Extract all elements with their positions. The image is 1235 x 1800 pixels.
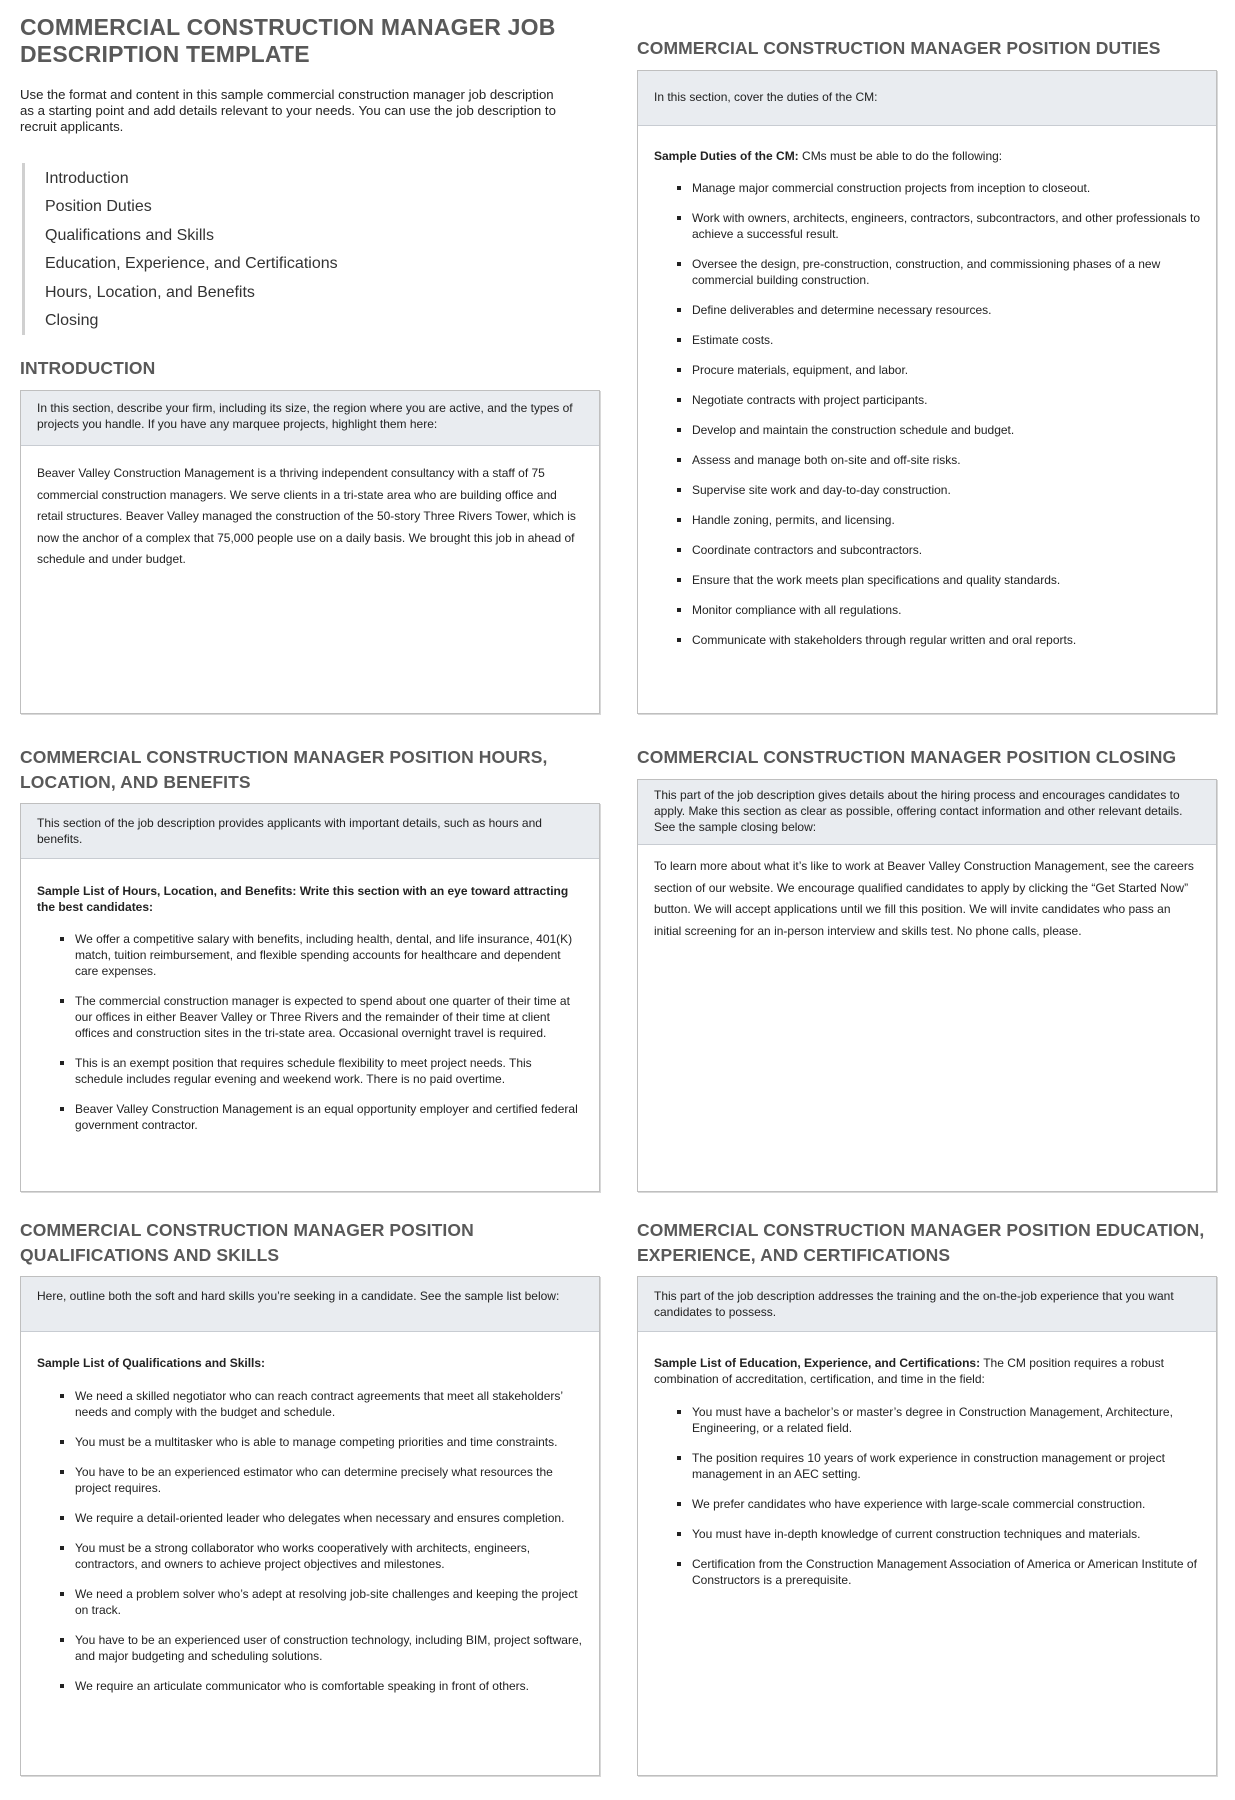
list-item: Handle zoning, permits, and licensing. (654, 512, 1200, 528)
list-item: Ensure that the work meets plan specifications and quality standards. (654, 572, 1200, 588)
list-lead-bold: Sample List of Qualifications and Skills: (37, 1356, 266, 1370)
qualifications-section (20, 1218, 600, 1693)
section-instructions: In this section, describe your firm, including its size, the region where you are active, and the types of projects you handle. If you have any marquee projects, highlight them here: (21, 391, 599, 446)
list-item: Beaver Valley Construction Management is an equal opportunity employer and certified federal government contractor. (37, 1101, 583, 1133)
list-lead (37, 1355, 583, 1371)
list-lead (37, 883, 583, 915)
list-item: This is an exempt position that requires schedule flexibility to meet project needs. This schedule includes regular evening and weekend work. There is no paid overtime. (37, 1055, 583, 1087)
list-item: Oversee the design, pre-construction, construction, and commissioning phases of a new commercial building construction. (654, 256, 1200, 288)
section-content (638, 1332, 1216, 1588)
list-item: Negotiate contracts with project participants. (654, 392, 1200, 408)
document-title: COMMERCIAL CONSTRUCTION MANAGER JOB DESCRIPTION TEMPLATE (20, 14, 556, 67)
list-lead-bold: Sample Duties of the CM: (654, 149, 799, 163)
list-item: You must be a strong collaborator who works cooperatively with architects, engineers, contractors, and owners to achieve project objectives and milestones. (37, 1540, 583, 1572)
list-lead-rest: The CM position requires a robust combination of accreditation, certification, and time in the field: (654, 1356, 1164, 1386)
section-instructions: This part of the job description gives details about the hiring process and encourages candidates to apply. Make this section as clear as possible, offering contact information and other relevant details. See the sample closing below: (638, 780, 1216, 845)
list-lead (654, 148, 1200, 164)
section-heading: INTRODUCTION (20, 358, 156, 378)
section-instructions: This part of the job description addresses the training and the on-the-job experience that you want candidates to possess. (638, 1277, 1216, 1332)
duties-list (654, 180, 1200, 648)
list-item: The commercial construction manager is expected to spend about one quarter of their time at our offices in either Beaver Valley or Three Rivers and the remainder of their time at client offices and construction sites in the tri-state area. Occasional overnight travel is required. (37, 993, 583, 1041)
list-item: You have to be an experienced user of construction technology, including BIM, project software, and major budgeting and scheduling solutions. (37, 1632, 583, 1664)
section-content (21, 859, 599, 1133)
section-heading: COMMERCIAL CONSTRUCTION MANAGER POSITION CLOSING (637, 747, 1177, 767)
qualifications-list (37, 1388, 583, 1694)
list-item: We require an articulate communicator who is comfortable speaking in front of others. (37, 1678, 583, 1694)
sample-text: Beaver Valley Construction Management is a thriving independent consultancy with a staff of 75 commercial construction managers. We serve clients in a tri-state area who are building office and retail structures. Beaver Valley managed the construction of the 50-story Three Rivers Tower, which is now the anchor of a complex that 75,000 people use on a daily basis. We brought this job in ahead of schedule and under budget. (37, 466, 576, 566)
section-box (637, 70, 1217, 714)
list-item: Assess and manage both on-site and off-site risks. (654, 452, 1200, 468)
list-lead-bold: Sample List of Hours, Location, and Benefits: Write this section with an eye toward attracting the best candidates: (37, 884, 569, 914)
duties-section (637, 36, 1217, 647)
hours-section (20, 745, 600, 1132)
table-of-contents (22, 163, 442, 335)
list-item: Define deliverables and determine necessary resources. (654, 302, 1200, 318)
toc-link-position-duties[interactable]: Position Duties (45, 198, 152, 216)
section-box (20, 1276, 600, 1776)
section-heading: COMMERCIAL CONSTRUCTION MANAGER POSITION EDUCATION, EXPERIENCE, AND CERTIFICATIONS (637, 1220, 1205, 1265)
section-box (20, 390, 600, 714)
sample-text: To learn more about what it’s like to work at Beaver Valley Construction Management, see the careers section of our website. We encourage qualified candidates to apply by clicking the “Get Started Now” button. We will accept applications until we fill this position. We will invite candidates who pass an initial screening for an in-person interview and skills test. No phone calls, please. (654, 859, 1194, 938)
section-heading: COMMERCIAL CONSTRUCTION MANAGER POSITION DUTIES (637, 38, 1161, 58)
template-instructions: Use the format and content in this sample commercial construction manager job description as a starting point and add details relevant to your needs. You can use the job description to recruit applicants. (20, 87, 556, 134)
list-item: Develop and maintain the construction schedule and budget. (654, 422, 1200, 438)
toc-link-hours[interactable]: Hours, Location, and Benefits (45, 283, 255, 301)
list-item: Communicate with stakeholders through regular written and oral reports. (654, 632, 1200, 648)
section-content (21, 446, 599, 571)
list-item: You must have a bachelor’s or master’s degree in Construction Management, Architecture, Engineering, or a related field. (654, 1404, 1200, 1436)
section-instructions: Here, outline both the soft and hard skills you’re seeking in a candidate. See the sample list below: (21, 1277, 599, 1332)
list-item: Supervise site work and day-to-day construction. (654, 482, 1200, 498)
education-section (637, 1218, 1217, 1587)
section-content (21, 1332, 599, 1694)
list-lead (654, 1355, 1200, 1387)
section-instructions: This section of the job description provides applicants with important details, such as hours and benefits. (21, 804, 599, 859)
list-item: Estimate costs. (654, 332, 1200, 348)
closing-section (637, 745, 1217, 938)
introduction-section (20, 356, 600, 566)
list-item: Work with owners, architects, engineers, contractors, subcontractors, and other professionals to achieve a successful result. (654, 210, 1200, 242)
list-item: Monitor compliance with all regulations. (654, 602, 1200, 618)
education-list (654, 1404, 1200, 1588)
section-box (637, 779, 1217, 1192)
section-content (638, 126, 1216, 648)
list-lead-bold: Sample List of Education, Experience, and Certifications: (654, 1356, 981, 1370)
toc-link-closing[interactable]: Closing (45, 312, 99, 330)
section-box (637, 1276, 1217, 1776)
list-item: Certification from the Construction Management Association of America or American Institute of Constructors is a prerequisite. (654, 1556, 1200, 1588)
section-heading: COMMERCIAL CONSTRUCTION MANAGER POSITION HOURS, LOCATION, AND BENEFITS (20, 747, 548, 792)
section-box (20, 803, 600, 1192)
list-item: We offer a competitive salary with benefits, including health, dental, and life insurance, 401(K) match, tuition reimbursement, and flexible spending accounts for healthcare and dependent care expenses. (37, 931, 583, 979)
hours-list (37, 931, 583, 1133)
list-item: We need a skilled negotiator who can reach contract agreements that meet all stakeholders’ needs and comply with the budget and schedule. (37, 1388, 583, 1420)
toc-link-introduction[interactable]: Introduction (45, 170, 129, 187)
list-item: Procure materials, equipment, and labor. (654, 362, 1200, 378)
list-item: You have to be an experienced estimator who can determine precisely what resources the project requires. (37, 1464, 583, 1496)
list-item: Coordinate contractors and subcontractors. (654, 542, 1200, 558)
section-content (638, 845, 1216, 942)
list-item: We require a detail-oriented leader who delegates when necessary and ensures completion. (37, 1510, 583, 1526)
list-lead-rest: CMs must be able to do the following: (798, 149, 1003, 163)
section-instructions: In this section, cover the duties of the CM: (638, 71, 1216, 126)
list-item: Manage major commercial construction projects from inception to closeout. (654, 180, 1200, 196)
toc-link-education[interactable]: Education, Experience, and Certifications (45, 255, 338, 273)
list-item: You must be a multitasker who is able to manage competing priorities and time constraints. (37, 1434, 583, 1450)
toc-link-qualifications[interactable]: Qualifications and Skills (45, 226, 214, 244)
list-item: The position requires 10 years of work experience in construction management or project management in an AEC setting. (654, 1450, 1200, 1482)
list-item: We need a problem solver who’s adept at resolving job-site challenges and keeping the project on track. (37, 1586, 583, 1618)
list-item: You must have in-depth knowledge of current construction techniques and materials. (654, 1526, 1200, 1542)
list-item: We prefer candidates who have experience with large-scale commercial construction. (654, 1496, 1200, 1512)
section-heading: COMMERCIAL CONSTRUCTION MANAGER POSITION QUALIFICATIONS AND SKILLS (20, 1220, 474, 1265)
